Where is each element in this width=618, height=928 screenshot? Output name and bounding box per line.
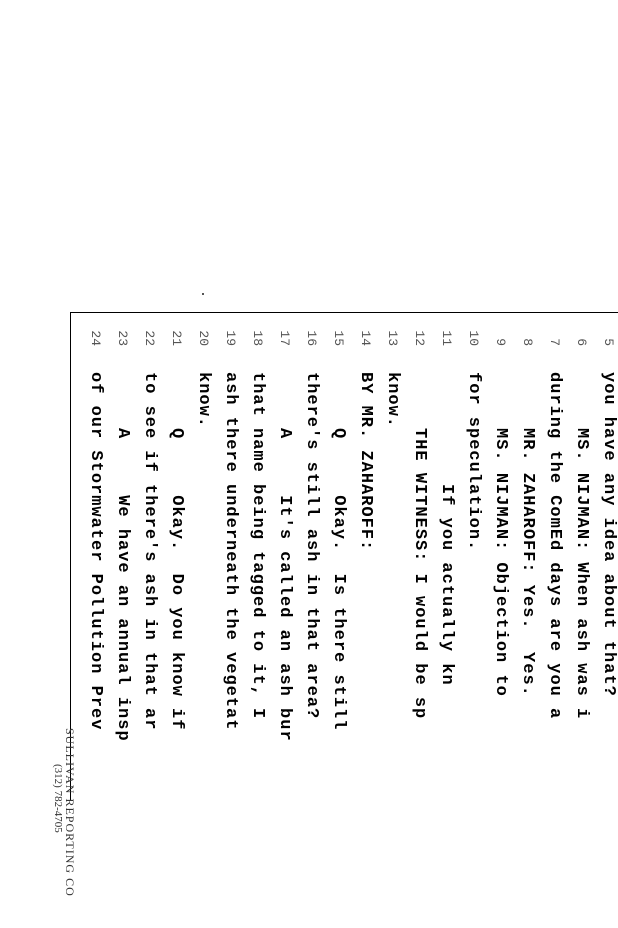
page-border-left — [70, 312, 71, 800]
line-text: MR. ZAHAROFF: Yes. Yes. — [518, 372, 537, 697]
line-number: 13 — [385, 330, 400, 346]
line-text: there's still ash in that area? — [302, 372, 321, 720]
line-number: 17 — [277, 330, 292, 346]
line-text: MS. NIJMAN: Objection to — [491, 372, 510, 697]
line-number: 5 — [601, 338, 616, 346]
line-number: 11 — [439, 330, 454, 346]
line-number: 22 — [142, 330, 157, 346]
line-number: 24 — [88, 330, 103, 346]
line-number: 20 — [196, 330, 211, 346]
line-text: to see if there's ash in that ar — [140, 372, 159, 731]
reporting-company-phone: (312) 782-4705 — [52, 764, 64, 833]
line-number: 6 — [574, 338, 589, 346]
reporting-company-name: SULLIVAN REPORTING CO — [63, 728, 77, 897]
line-text: Q Okay. Do you know if — [167, 372, 186, 731]
line-number: 21 — [169, 330, 184, 346]
line-text: MS. NIJMAN: When ash was i — [572, 372, 591, 720]
line-text: A It's called an ash bur — [275, 372, 294, 742]
line-number: 19 — [223, 330, 238, 346]
line-number: 12 — [412, 330, 427, 346]
line-text: know. — [383, 372, 402, 429]
line-text: you have any idea about that? — [599, 372, 618, 697]
line-text: ash there underneath the vegetat — [221, 372, 240, 731]
line-number: 8 — [520, 338, 535, 346]
line-text: Q Okay. Is there still — [329, 372, 348, 731]
line-text: know. — [194, 372, 213, 429]
line-text: for speculation. — [464, 372, 483, 552]
line-text: THE WITNESS: I would be sp — [410, 372, 429, 720]
line-number: 23 — [115, 330, 130, 346]
line-text: BY MR. ZAHAROFF: — [356, 372, 375, 552]
line-number: 10 — [466, 330, 481, 346]
line-number: 15 — [331, 330, 346, 346]
line-text: If you actually kn — [437, 372, 456, 686]
reporter-footer — [52, 728, 76, 928]
line-number: 18 — [250, 330, 265, 346]
line-text: A We have an annual insp — [113, 372, 132, 742]
line-number: 14 — [358, 330, 373, 346]
line-number: 9 — [493, 338, 508, 346]
line-number: 7 — [547, 338, 562, 346]
page-border-top — [70, 312, 618, 313]
line-number: 16 — [304, 330, 319, 346]
line-text: that name being tagged to it, I — [248, 372, 267, 720]
scan-speck — [202, 293, 204, 295]
line-text: during the ComEd days are you a — [545, 372, 564, 720]
line-text: of our Stormwater Pollution Prev — [86, 372, 105, 731]
